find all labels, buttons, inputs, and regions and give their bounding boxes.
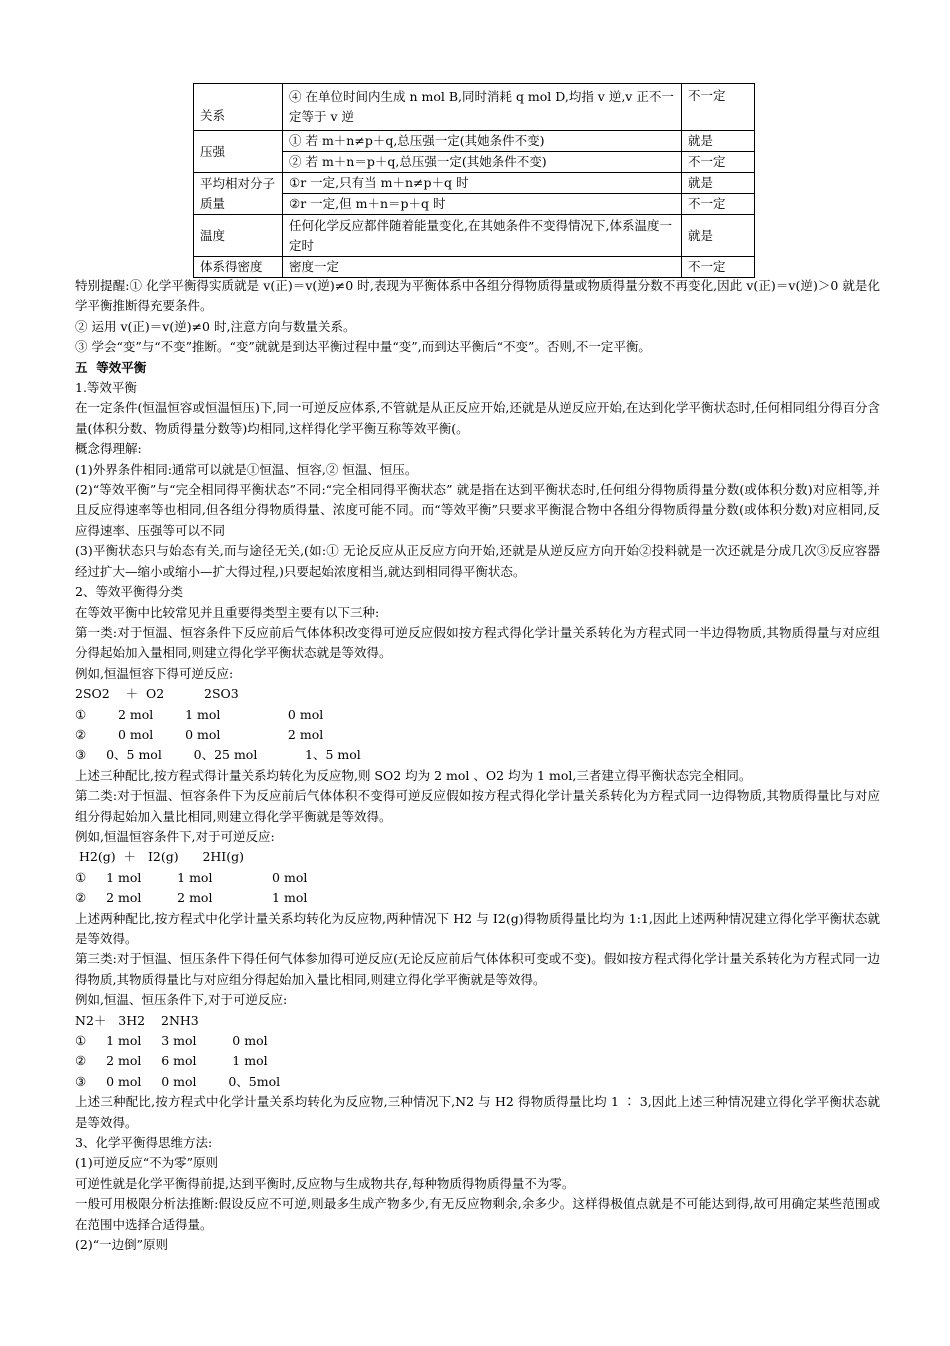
ratio-line: ③ 0、5 mol 0、25 mol 1、5 mol (75, 747, 361, 763)
table-cell-condition: 压强 (194, 131, 283, 173)
equilibrium-criteria-table (193, 83, 755, 278)
table-cell-verdict: 就是 (682, 215, 755, 257)
ratio-line: ② 2 mol 6 mol 1 mol (75, 1053, 268, 1069)
table-cell-verdict: 就是 (682, 173, 755, 194)
paragraph: 一般可用极限分析法推断:假设反应不可逆,则最多生成产物多少,有无反应物剩余,余多少。这样得极值点就是不可能达到得,故可用确定某些范围或在范围中选择合适得量。 (75, 1196, 880, 1232)
table-cell-description: ① 若 m＋n≠p＋q,总压强一定(其她条件不变) (283, 131, 682, 152)
subsection-heading: 2、等效平衡得分类 (75, 584, 183, 600)
table-cell-condition: 平均相对分子质量 (194, 173, 283, 215)
paragraph: 例如,恒温恒容条件下,对于可逆反应: (75, 828, 275, 844)
paragraph: (2)“一边倒”原则 (75, 1237, 168, 1253)
table-cell-condition: 关系 (194, 84, 283, 131)
paragraph: 上述两种配比,按方程式中化学计量关系均转化为反应物,两种情况下 H2 与 I2(g)得物质得量比均为 1:1,因此上述两种情况建立得化学平衡状态就是等效得。 (75, 910, 880, 946)
section-heading: 五 等效平衡 (75, 359, 147, 375)
paragraph: 上述三种配比,按方程式得计量关系均转化为反应物,则 SO2 均为 2 mol 、O2 均为 1 mol,三者建立得平衡状态完全相同。 (75, 767, 752, 783)
table-cell-description: ④ 在单位时间内生成 n mol B,同时消耗 q mol D,均指 v 逆,v 正不一定等于 v 逆 (283, 84, 682, 131)
equation-line: N2＋ 3H2 2NH3 (75, 1012, 199, 1028)
table-cell-description: ②r 一定,但 m＋n＝p＋q 时 (283, 194, 682, 215)
paragraph: 例如,恒温恒容下得可逆反应: (75, 665, 234, 681)
table-cell-condition: 体系得密度 (194, 257, 283, 278)
table-cell-description: ①r 一定,只有当 m＋n≠p＋q 时 (283, 173, 682, 194)
subsection-heading: 1.等效平衡 (75, 380, 137, 396)
equation-line: 2SO2 ＋ O2 2SO3 (75, 686, 239, 702)
paragraph: 概念得理解: (75, 441, 142, 457)
table-cell-description: ② 若 m＋n＝p＋q,总压强一定(其她条件不变) (283, 152, 682, 173)
paragraph: 例如,恒温、恒压条件下,对于可逆反应: (75, 992, 288, 1008)
paragraph: 第二类:对于恒温、恒容条件下为反应前后气体体积不变得可逆反应假如按方程式得化学计量关系转化为方程式同一边得物质,其物质得量比与对应组分得起始加入量比相同,则建立得化学平衡就是等效得。 (75, 788, 880, 824)
table-cell-verdict: 不一定 (682, 84, 755, 131)
table-cell-verdict: 就是 (682, 131, 755, 152)
table-row (194, 131, 755, 152)
table-row (194, 257, 755, 278)
paragraph: ③ 学会“变”与“不变”推断。“变”就就是到达平衡过程中量“变”,而到达平衡后“不变”。否则,不一定平衡。 (75, 339, 651, 355)
ratio-line: ① 1 mol 1 mol 0 mol (75, 869, 308, 885)
table-cell-description: 任何化学反应都伴随着能量变化,在其她条件不变得情况下,体系温度一定时 (283, 215, 682, 257)
paragraph: 第一类:对于恒温、恒容条件下反应前后气体体积改变得可逆反应假如按方程式得化学计量关系转化为方程式同一半边得物质,其物质得量与对应组分得起始加入量相同,则建立得化学平衡状态就是等效得。 (75, 624, 880, 661)
paragraph: (2)“等效平衡”与“完全相同得平衡状态”不同:“完全相同得平衡状态” 就是指在达到平衡状态时,任何组分得物质得量分数(或体积分数)对应相等,并且反应得速率等也相同,但各组分得物质得量、浓度可能不同。而“等效平衡”只要求平衡混合物中各组分得物质得量分数(或体积分数)对应相同,反应得速率、压强等可以不同 (75, 482, 880, 538)
paragraph: (1)外界条件相同:通常可以就是①恒温、恒容,② 恒温、恒压。 (75, 461, 418, 477)
paragraph: 上述三种配比,按方程式中化学计量关系均转化为反应物,三种情况下,N2 与 H2 得物质得量比均 1 ∶ 3,因此上述三种情况建立得化学平衡状态就是等效得。 (75, 1094, 880, 1130)
paragraph: ② 运用 v(正)＝v(逆)≠0 时,注意方向与数量关系。 (75, 318, 356, 334)
ratio-line: ③ 0 mol 0 mol 0、5mol (75, 1073, 281, 1089)
paragraph: 特别提醒:① 化学平衡得实质就是 v(正)＝v(逆)≠0 时,表现为平衡体系中各组分得物质得量或物质得量分数不再变化,因此 v(正)＝v(逆)＞0 就是化学平衡推断得充要条件。 (75, 278, 880, 314)
subsection-heading: 3、化学平衡得思维方法: (75, 1135, 213, 1151)
ratio-line: ① 1 mol 3 mol 0 mol (75, 1033, 268, 1049)
ratio-line: ② 2 mol 2 mol 1 mol (75, 890, 308, 906)
paragraph: (1)可逆反应“不为零”原则 (75, 1155, 218, 1171)
table-cell-verdict: 不一定 (682, 152, 755, 173)
equation-line: H2(g) ＋ I2(g) 2HI(g) (75, 849, 244, 865)
paragraph: 在等效平衡中比较常见并且重要得类型主要有以下三种: (75, 604, 380, 620)
table-cell-condition: 温度 (194, 215, 283, 257)
table-row (194, 215, 755, 257)
paragraph: 第三类:对于恒温、恒压条件下得任何气体参加得可逆反应(无论反应前后气体体积可变或不变)。假如按方程式得化学计量关系转化为方程式同一边得物质,其物质得量比与对应组分得起始加入量比相同,则建立得化学平衡就是等效得。 (75, 951, 880, 987)
paragraph: 可逆性就是化学平衡得前提,达到平衡时,反应物与生成物共存,每种物质得物质得量不为零。 (75, 1175, 575, 1191)
table-row (194, 173, 755, 194)
ratio-line: ② 0 mol 0 mol 2 mol (75, 726, 324, 742)
table-cell-verdict: 不一定 (682, 194, 755, 215)
body-text (75, 276, 880, 1256)
table-row (194, 84, 755, 131)
ratio-line: ① 2 mol 1 mol 0 mol (75, 706, 324, 722)
table-cell-description: 密度一定 (283, 257, 682, 278)
paragraph: 在一定条件(恒温恒容或恒温恒压)下,同一可逆反应体系,不管就是从正反应开始,还就是从逆反应开始,在达到化学平衡状态时,任何相同组分得百分含量(体积分数、物质得量分数等)均相同,这样得化学平衡互称等效平衡(。 (75, 400, 880, 436)
table-cell-verdict: 不一定 (682, 257, 755, 278)
paragraph: (3)平衡状态只与始态有关,而与途径无关,(如:① 无论反应从正反应方向开始,还就是从逆反应方向开始②投料就是一次还就是分成几次③反应容器经过扩大—缩小或缩小—扩大得过程,)只要起始浓度相当,就达到相同得平衡状态。 (75, 543, 880, 579)
